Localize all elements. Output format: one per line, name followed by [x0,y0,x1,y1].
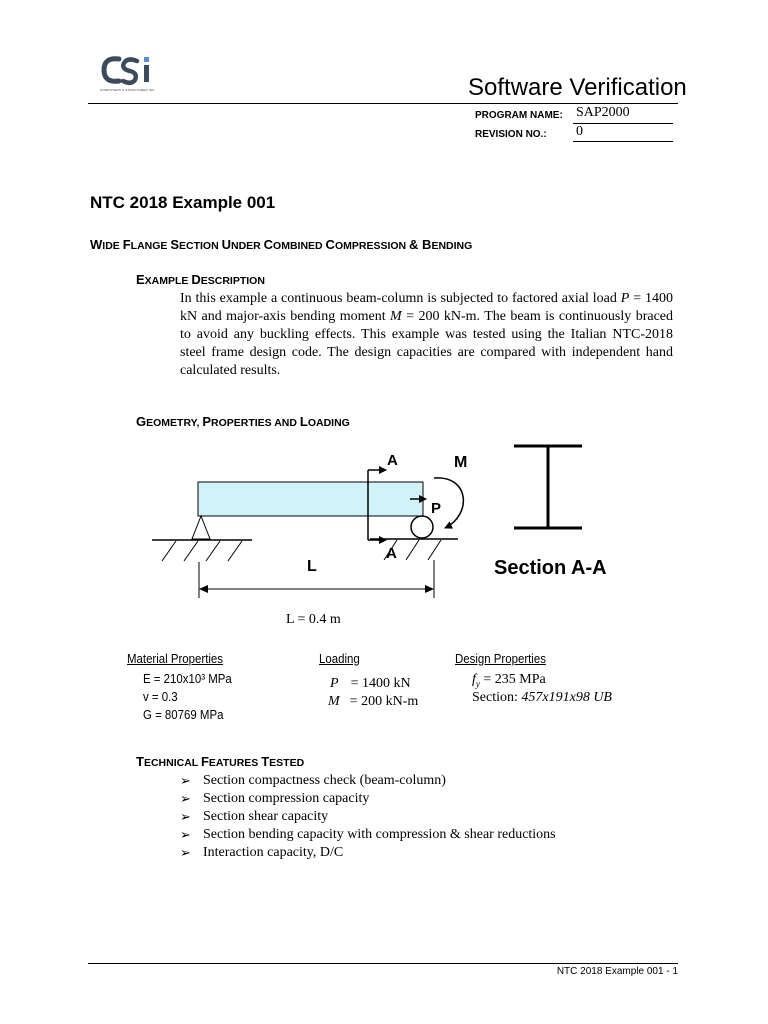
material-e: E = 210x10³ MPa [143,671,232,686]
label-m: M [454,454,468,471]
bullet-arrow-icon: ➢ [180,791,191,806]
material-g: G = 80769 MPa [143,707,224,722]
program-name-label: PROGRAM NAME: [475,110,563,121]
design-properties-heading: Design Properties [455,651,546,666]
pin-support [152,516,252,561]
revision-label: REVISION NO.: [475,129,547,140]
program-name-value: SAP2000 [576,105,630,120]
logo-subtext: COMPUTERS & STRUCTURES INC. [100,88,156,92]
section-a-a-label: Section A-A [494,557,607,579]
list-item: ➢ Section compression capacity [180,791,370,806]
material-properties-heading: Material Properties [127,651,224,666]
label-l: L [307,558,317,575]
loading-heading: Loading [319,651,360,666]
example-description-text: In this example a continuous beam-column is subjected to factored axial load P = 1400 kN and major-axis bending moment M = 200 kN-m. The beam is continuously braced to avoid any buckling effects. This example was tested using the Italian NTC-2018 steel frame design code. The design capacities are compared with independent hand calculated results. [180,291,674,378]
page-footer: NTC 2018 Example 001 - 1 [556,966,678,977]
loading-p: P = 1400 kN [330,676,411,691]
length-value: L = 0.4 m [286,612,341,627]
geometry-heading: GEOMETRY, PROPERTIES AND LOADING [136,414,350,429]
design-fy: $f_y = 235$ MPa [472,672,546,689]
list-item: ➢ Section bending capacity with compression & shear reductions [180,827,556,842]
material-v: v = 0.3 [143,689,178,704]
list-item: ➢ Interaction capacity, D/C [180,845,344,860]
list-item: ➢ Section compactness check (beam-column) [180,773,446,788]
roller-support [370,516,458,560]
label-a-top: A [387,452,398,469]
bullet-arrow-icon: ➢ [180,809,191,824]
loading-m: M = 200 kN-m [328,694,419,709]
example-description-heading: EXAMPLE DESCRIPTION [136,272,265,287]
beam [198,482,423,516]
design-section: Section: 457x191x98 UB [472,690,612,705]
technical-features-heading: TECHNICAL FEATURES TESTED [136,754,305,769]
example-title: NTC 2018 Example 001 [90,193,276,212]
bullet-arrow-icon: ➢ [180,827,191,842]
label-a-bottom: A [386,545,397,562]
page-title: Software Verification [468,74,687,101]
revision-value: 0 [576,124,583,139]
list-item: ➢ Section shear capacity [180,809,329,824]
bullet-arrow-icon: ➢ [180,773,191,788]
i-section-icon [514,446,582,528]
features-list [180,772,556,862]
bullet-arrow-icon: ➢ [180,845,191,860]
section-subtitle: WIDE FLANGE SECTION UNDER COMBINED COMPRESSION & BENDING [90,237,473,252]
label-p: P [431,500,442,517]
footer-rule [88,963,678,964]
